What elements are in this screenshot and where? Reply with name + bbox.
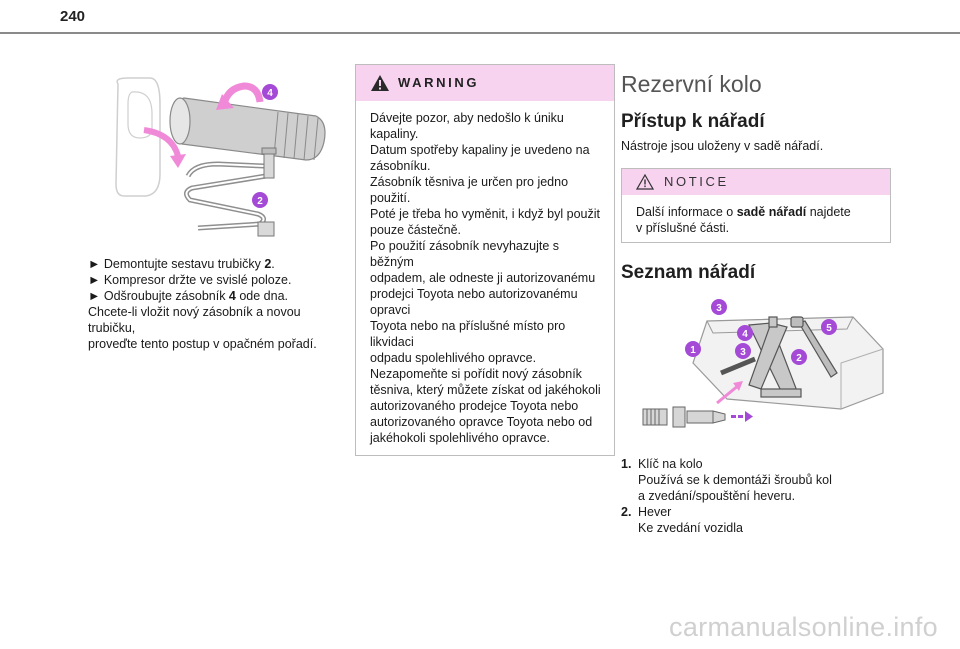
warning-line: autorizovaného prodejce Toyota nebo [370,399,579,413]
warning-line: Dávejte pozor, aby nedošlo k úniku kapaliny. [370,111,564,141]
callout-label: 1 [690,345,696,356]
callout-label: 3 [716,303,722,314]
watermark-text: carmanualsonline.info [669,612,938,642]
tool-list [621,456,891,536]
step-text-end: . [271,257,275,271]
page-number: 240 [60,8,86,25]
step-text-end: ode dna. [235,289,289,303]
notice-header [622,169,890,195]
warning-line: jakéhokoli spolehlivého opravce. [370,431,550,445]
step-ref: 2 [264,257,272,271]
step-item [88,256,343,272]
notice-text: Další informace o [636,205,737,219]
warning-line: Zásobník těsniva je určen pro jedno použití. [370,175,569,205]
step-bullet: ► [88,273,101,287]
compressor-cartridge-illustration [88,64,343,244]
instruction-steps [88,256,343,352]
tool-kit-illustration [621,293,891,438]
warning-title: WARNING [398,75,480,90]
step-ref: 4 [228,289,236,303]
middle-column [355,64,615,456]
notice-line: v příslušné části. [636,221,730,235]
list-item-line: Ke zvedání vozidla [638,521,743,535]
intro-text: Nástroje jsou uloženy v sadě nářadí. [621,139,824,153]
notice-bold-ref: sadě nářadí [736,205,807,219]
step-text: Odšroubujte zásobník [100,289,229,303]
list-item-line: Používá se k demontáži šroubů kol [638,473,832,487]
notice-box [621,168,891,243]
subsection-heading-tools: Seznam nářadí [621,262,756,283]
subsection-heading-access: Přístup k nářadí [621,111,765,132]
warning-line: Poté je třeba ho vyměnit, i když byl použit [370,207,600,221]
top-rule [0,32,960,34]
list-item-line: a zvedání/spouštění heveru. [638,489,796,503]
warning-line: těsniva, který můžete získat od jakéhokoli [370,383,601,397]
callout-label: 3 [740,347,746,358]
note-line: proveďte tento postup v opačném pořadí. [88,337,317,351]
notice-triangle-icon [636,174,654,190]
warning-header [356,65,614,101]
notice-text-end: najdete [806,205,851,219]
callout-label: 4 [267,88,273,99]
warning-line: autorizovaného opravce Toyota nebo od [370,415,593,429]
warning-line: pouze částečně. [370,223,462,237]
warning-triangle-icon [370,74,390,92]
list-item-number: 1. [621,457,632,471]
list-item [621,456,891,504]
warning-line: prodejci Toyota nebo autorizovanému opravci [370,287,578,317]
warning-line: odpadem, ale odneste ji autorizovanému [370,271,596,285]
right-column [621,64,891,536]
note-line: Chcete-li vložit nový zásobník a novou trubičku, [88,305,301,335]
list-item-line: Hever [638,505,672,519]
callout-label: 5 [826,323,832,334]
warning-line: Po použití zásobník nevyhazujte s běžným [370,239,560,269]
section-title: Rezervní kolo [621,71,762,97]
warning-line: Toyota nebo na příslušné místo pro likvidaci [370,319,566,349]
step-bullet: ► [88,257,101,271]
left-column [88,64,343,352]
step-bullet: ► [88,289,101,303]
callout-label: 4 [742,329,748,340]
warning-line: zásobníku. [370,159,431,173]
notice-line [636,204,882,220]
notice-title: NOTICE [664,174,729,189]
step-item [88,288,343,304]
warning-line: Datum spotřeby kapaliny je uvedeno na [370,143,590,157]
list-item [621,504,891,536]
notice-body [622,195,890,242]
step-text: Demontujte sestavu trubičky [100,257,265,271]
warning-line: Nezapomeňte si pořídit nový zásobník [370,367,582,381]
step-text: Kompresor držte ve svislé poloze. [100,273,292,287]
step-item [88,272,343,288]
list-item-number: 2. [621,505,632,519]
callout-label: 2 [796,353,802,364]
warning-body [356,101,614,455]
warning-line: odpadu spolehlivého opravce. [370,351,537,365]
callout-label: 2 [257,196,263,207]
list-item-line: Klíč na kolo [638,457,703,471]
warning-box [355,64,615,456]
